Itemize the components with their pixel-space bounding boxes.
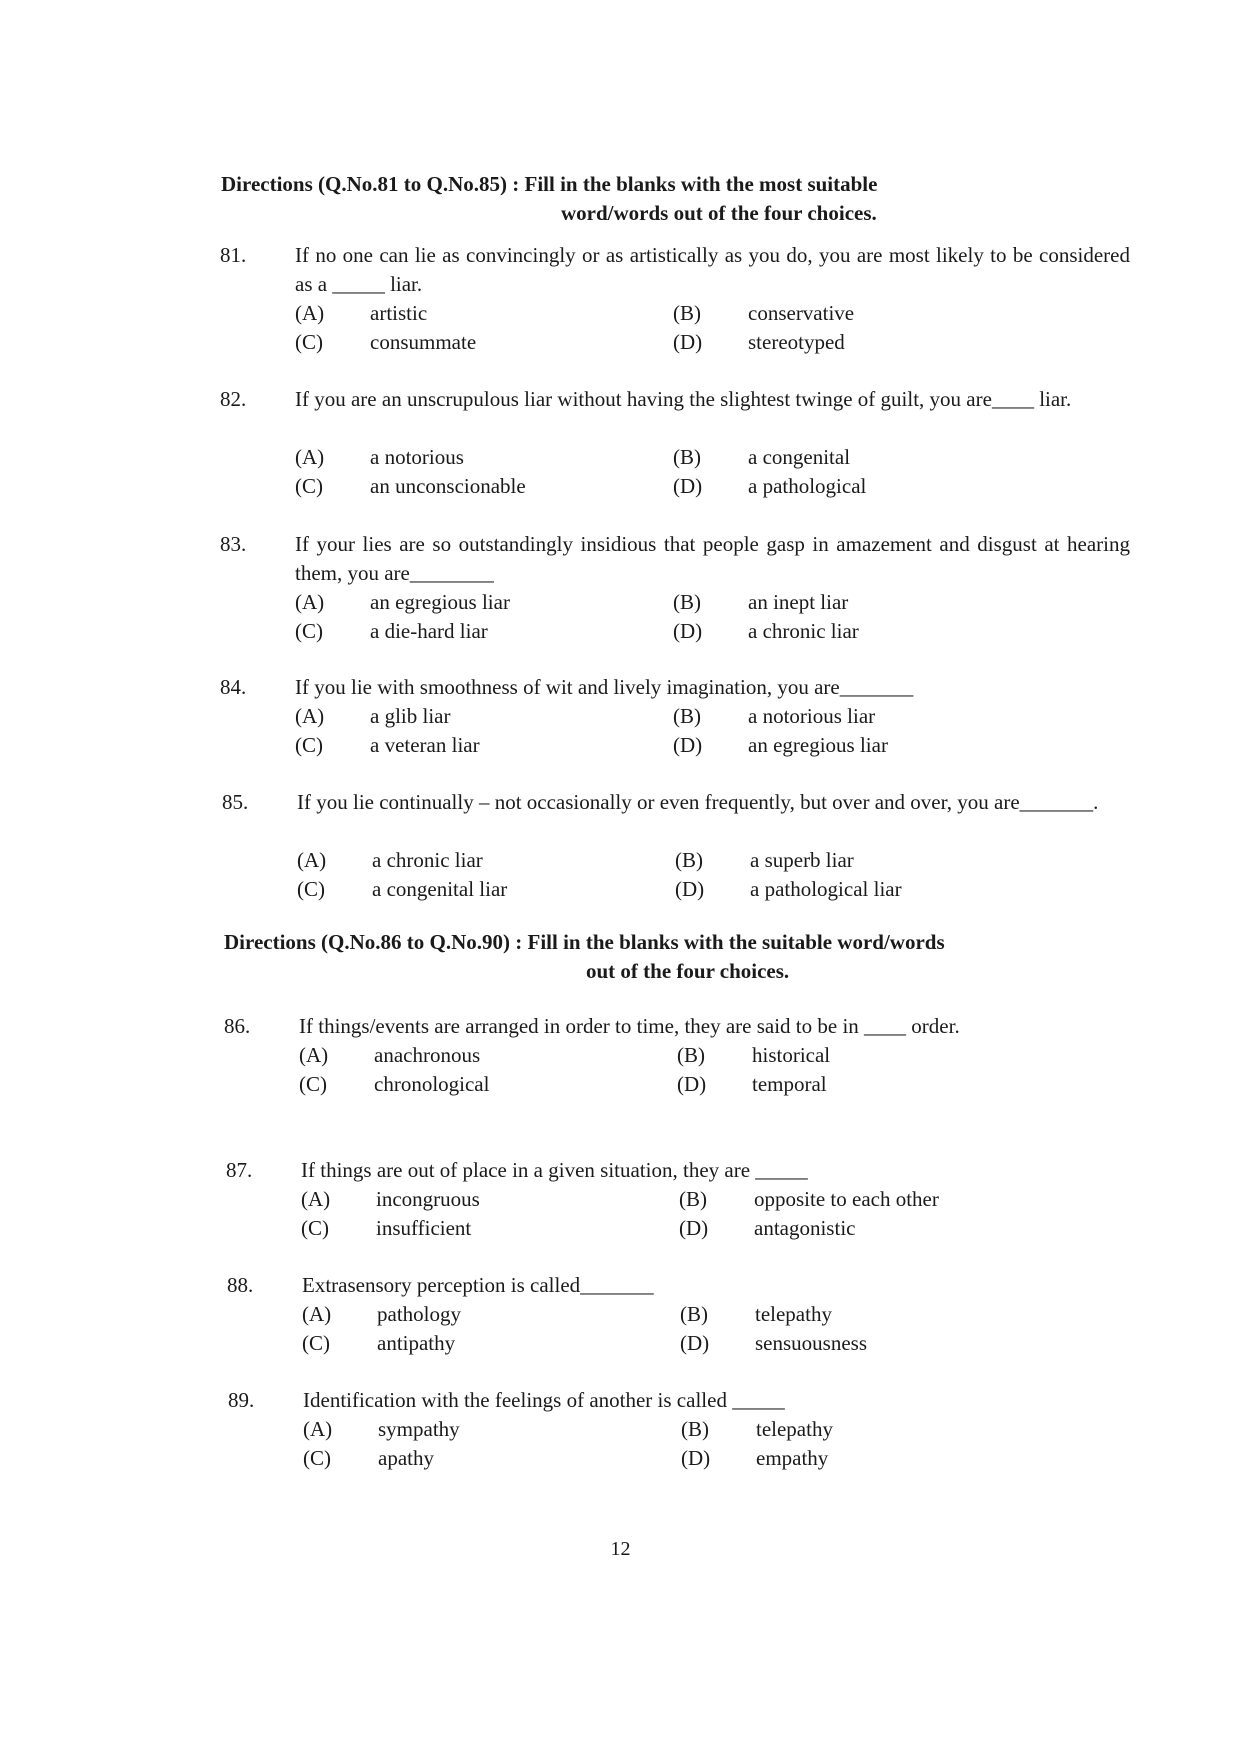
question-text: If things are out of place in a given situation, they are _____	[301, 1158, 808, 1182]
question-88	[227, 1271, 1137, 1361]
question-text: Identification with the feelings of another is called _____	[303, 1388, 785, 1412]
question-number: 82.	[220, 387, 247, 411]
page-number: 12	[610, 1538, 631, 1560]
option-c: (C) chronological	[299, 1072, 490, 1096]
option-b: (B) a notorious liar	[673, 704, 876, 728]
question-number: 89.	[228, 1388, 255, 1412]
question-number: 84.	[220, 675, 247, 699]
question-89	[228, 1386, 1138, 1476]
question-text: If no one can lie as convincingly or as artistically as you do, you are most likely to be considered as a _____ liar.	[295, 243, 1130, 296]
option-a: (A) an egregious liar	[295, 590, 510, 614]
option-d: (D) empathy	[681, 1446, 829, 1470]
question-text: If you lie continually – not occasionally or even frequently, but over and over, you are_______.	[297, 790, 1099, 814]
question-text: Extrasensory perception is called_______	[302, 1273, 654, 1297]
option-a: (A) a notorious	[295, 445, 464, 469]
question-number: 86.	[224, 1014, 251, 1038]
directions-line-1: Directions (Q.No.81 to Q.No.85) : Fill in the blanks with the most suitable	[221, 172, 878, 196]
option-c: (C) consummate	[295, 330, 477, 354]
directions-line-2: out of the four choices.	[586, 959, 790, 983]
question-number: 87.	[226, 1158, 253, 1182]
option-d: (D) temporal	[677, 1072, 827, 1096]
option-d: (D) a pathological	[673, 474, 867, 498]
question-87	[226, 1156, 1136, 1246]
question-text: If you lie with smoothness of wit and lively imagination, you are_______	[295, 675, 914, 699]
question-81	[220, 241, 1130, 361]
option-d: (D) stereotyped	[673, 330, 845, 354]
question-text: If things/events are arranged in order to time, they are said to be in ____ order.	[299, 1014, 960, 1038]
option-a: (A) a glib liar	[295, 704, 451, 728]
option-d: (D) an egregious liar	[673, 733, 888, 757]
option-b: (B) a congenital	[673, 445, 851, 469]
question-82	[220, 385, 1130, 505]
option-d: (D) a chronic liar	[673, 619, 859, 643]
option-b: (B) telepathy	[681, 1417, 833, 1441]
question-number: 85.	[222, 790, 249, 814]
question-text: If you are an unscrupulous liar without having the slightest twinge of guilt, you are____ liar.	[295, 387, 1072, 411]
option-a: (A) a chronic liar	[297, 848, 483, 872]
option-c: (C) antipathy	[302, 1331, 456, 1355]
option-a: (A) incongruous	[301, 1187, 480, 1211]
option-b: (B) historical	[677, 1043, 831, 1067]
question-83	[220, 530, 1130, 650]
option-c: (C) a congenital liar	[297, 877, 508, 901]
question-84	[220, 673, 1130, 763]
option-a: (A) anachronous	[299, 1043, 481, 1067]
option-b: (B) opposite to each other	[679, 1187, 939, 1211]
question-86	[224, 1012, 1134, 1102]
option-c: (C) apathy	[303, 1446, 434, 1470]
option-c: (C) insufficient	[301, 1216, 472, 1240]
option-d: (D) sensuousness	[680, 1331, 868, 1355]
directions-line-2: word/words out of the four choices.	[561, 201, 877, 225]
option-b: (B) telepathy	[680, 1302, 832, 1326]
option-d: (D) a pathological liar	[675, 877, 902, 901]
option-a: (A) pathology	[302, 1302, 461, 1326]
option-d: (D) antagonistic	[679, 1216, 856, 1240]
directions-line-1: Directions (Q.No.86 to Q.No.90) : Fill in the blanks with the suitable word/words	[224, 930, 945, 954]
question-text: If your lies are so outstandingly insidious that people gasp in amazement and disgust at hearing them, you are________	[295, 532, 1130, 585]
option-b: (B) conservative	[673, 301, 855, 325]
option-a: (A) sympathy	[303, 1417, 460, 1441]
question-85	[222, 788, 1132, 908]
option-c: (C) a die-hard liar	[295, 619, 488, 643]
option-b: (B) an inept liar	[673, 590, 849, 614]
question-number: 83.	[220, 532, 247, 556]
question-number: 88.	[227, 1273, 254, 1297]
option-c: (C) an unconscionable	[295, 474, 526, 498]
question-number: 81.	[220, 243, 247, 267]
option-a: (A) artistic	[295, 301, 428, 325]
option-c: (C) a veteran liar	[295, 733, 480, 757]
option-b: (B) a superb liar	[675, 848, 854, 872]
